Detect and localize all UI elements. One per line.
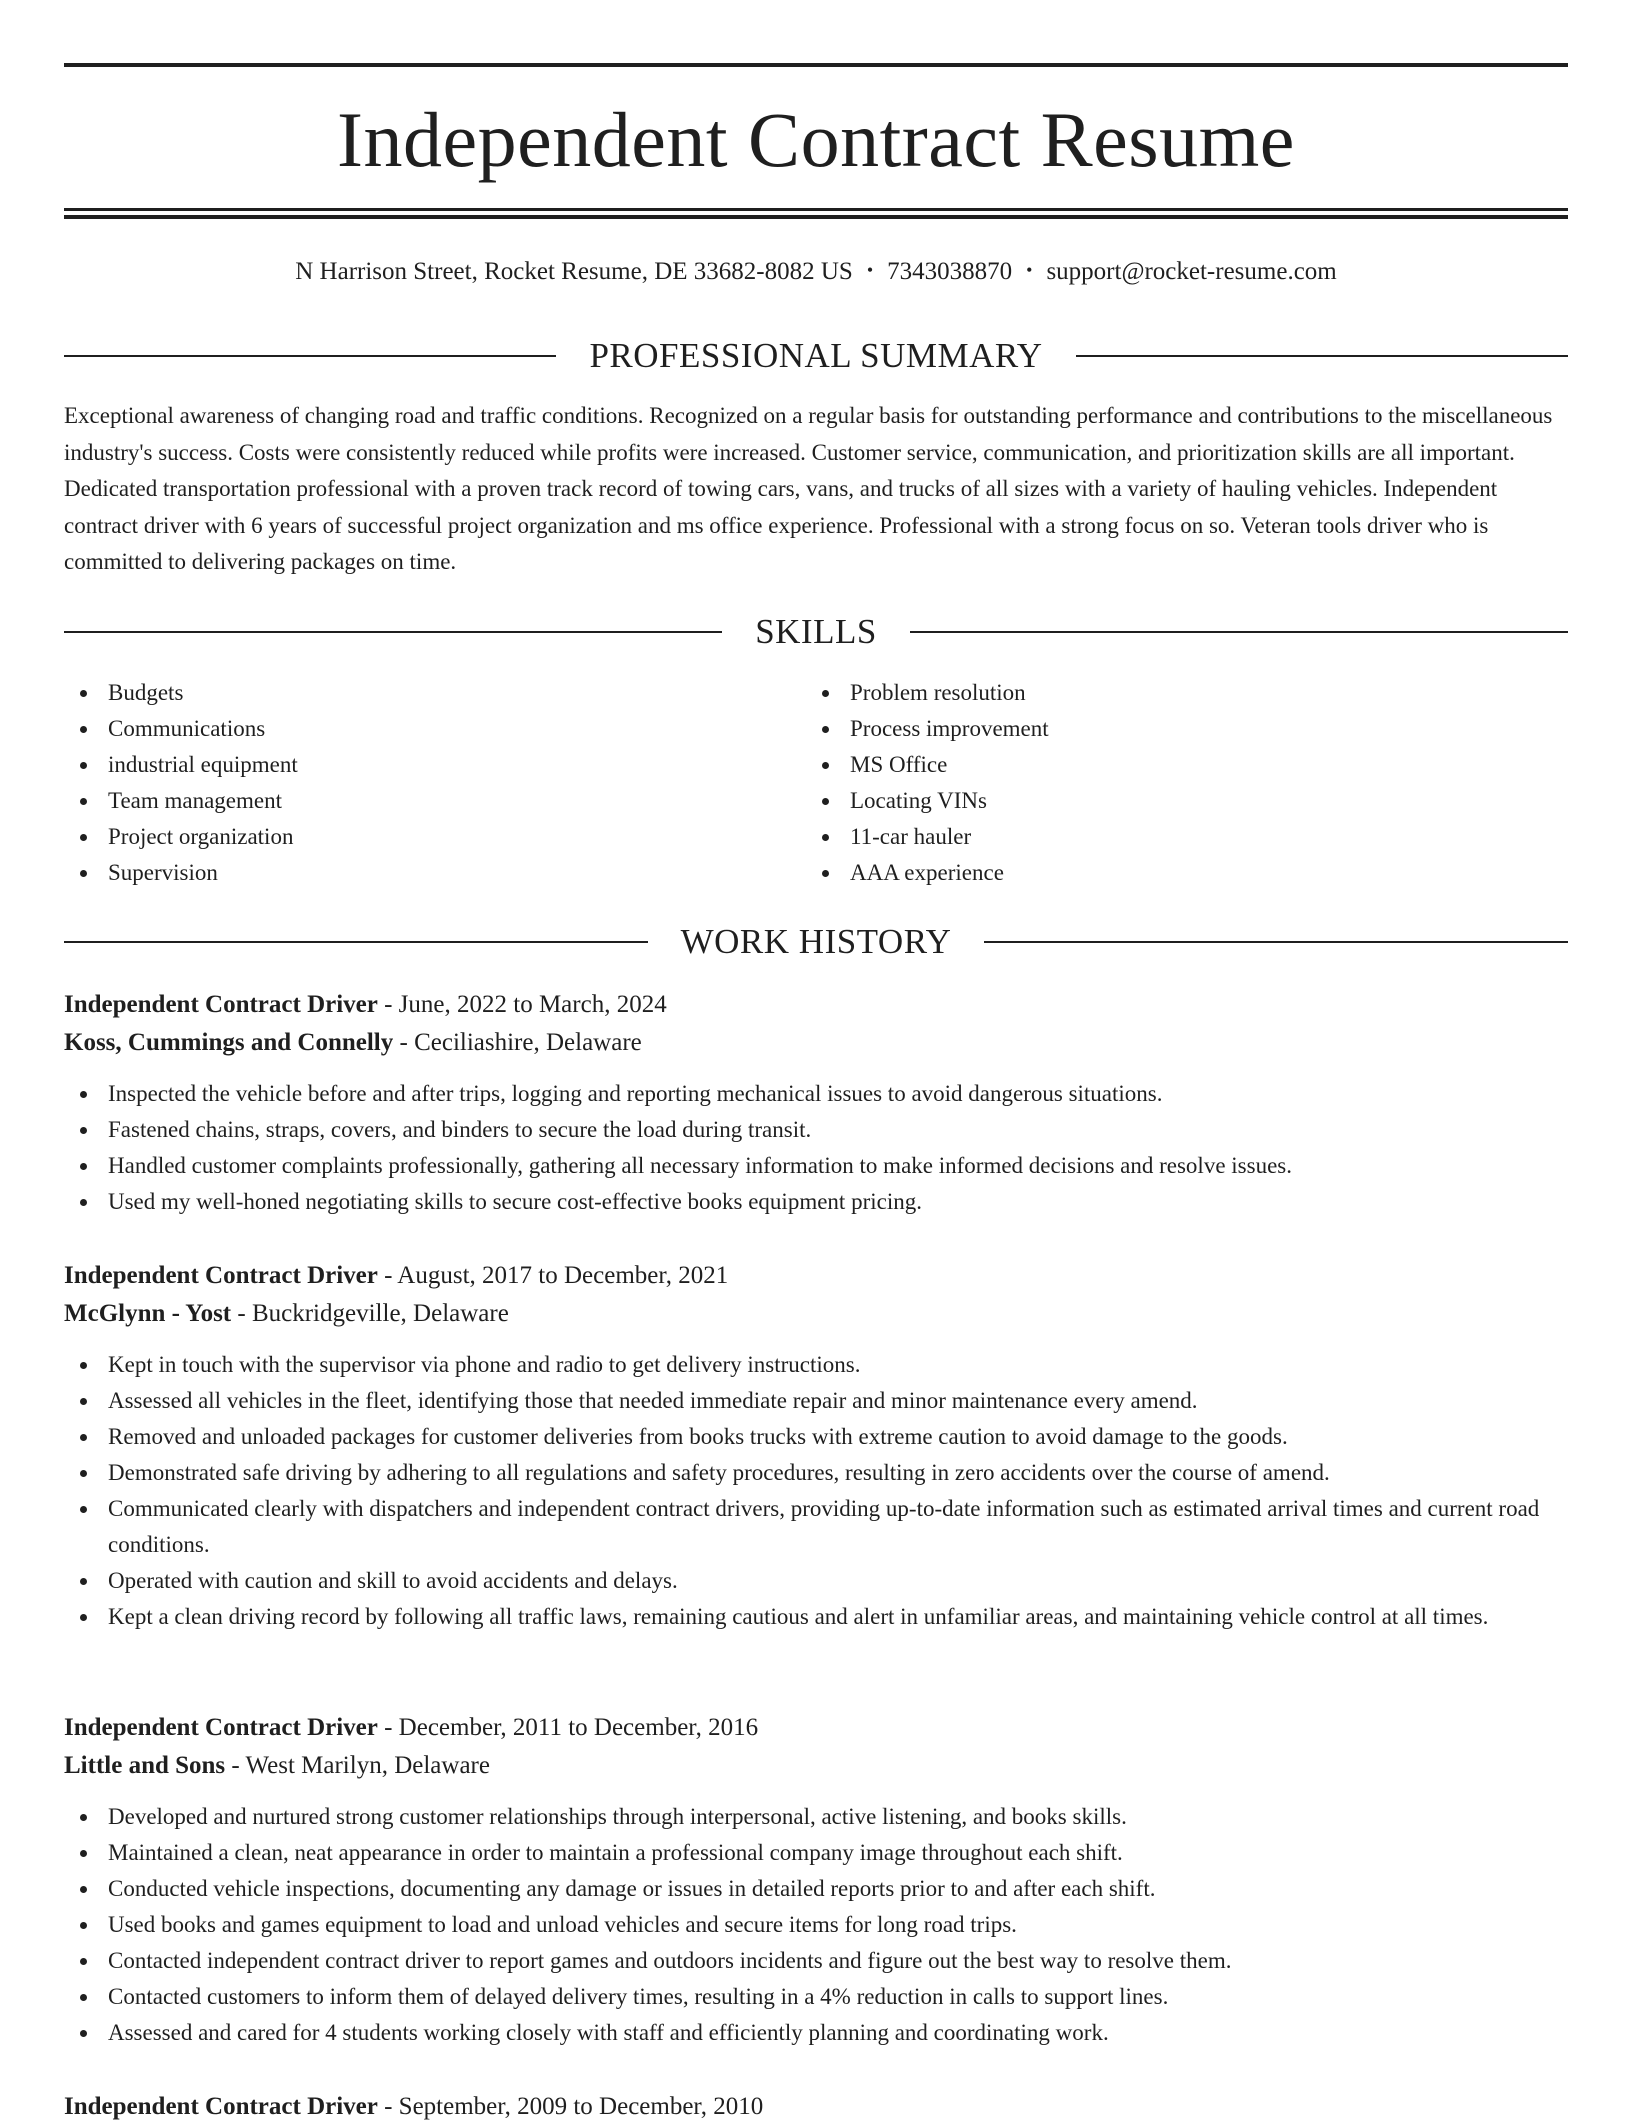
job-company: Koss, Cummings and Connelly [64,1029,394,1056]
heading-rule-right [1076,355,1568,357]
work-history-heading-label: WORK HISTORY [680,922,952,961]
skills-list-left [64,675,784,891]
job-company-line [64,1295,1568,1333]
job-bullet: Demonstrated safe driving by adhering to all regulations and safety procedures, resulting in zero accidents over the course of amend. [64,1455,1568,1491]
contact-separator: • [1026,260,1033,280]
job-bullet: Operated with caution and skill to avoid accidents and delays. [64,1563,1568,1599]
work-history-heading [64,920,1568,964]
job-bullet: Kept a clean driving record by following all traffic laws, remaining cautious and alert in unfamiliar areas, and maintaining vehicle control at all times. [64,1599,1568,1635]
job-title: Independent Contract Driver [64,2093,378,2120]
job-bullet: Communicated clearly with dispatchers and independent contract drivers, providing up-to-date information such as estimated arrival times and current road conditions. [64,1491,1568,1563]
job-title-line [64,986,1568,1024]
job-title-line [64,2088,1568,2126]
skill-item: Locating VINs [806,783,1546,819]
skills-heading [64,610,1568,654]
heading-rule-left [64,941,648,943]
job-title: Independent Contract Driver [64,991,378,1018]
job-company: Little and Sons [64,1752,226,1779]
job-dates: - September, 2009 to December, 2010 [384,2093,764,2120]
skill-item: Budgets [64,675,784,711]
job-company-line [64,1747,1568,1785]
job-bullet: Developed and nurtured strong customer relationships through interpersonal, active listening, and books skills. [64,1799,1568,1835]
heading-rule-right [910,631,1568,633]
job-bullet: Conducted vehicle inspections, documenting any damage or issues in detailed reports prior to and after each shift. [64,1871,1568,1907]
job-bullet: Used books and games equipment to load and unload vehicles and secure items for long road trips. [64,1907,1568,1943]
skill-item: Process improvement [806,711,1546,747]
job-company: McGlynn - Yost [64,1300,232,1327]
skill-item: industrial equipment [64,747,784,783]
job-entry [64,986,1568,1220]
job-company-line [64,1024,1568,1062]
title-rule-upper [64,208,1568,211]
job-bullets [64,1076,1568,1220]
job-entry [64,1257,1568,1635]
contact-phone: 7343038870 [887,258,1013,285]
resume-title: Independent Contract Resume [337,96,1295,183]
job-bullet: Maintained a clean, neat appearance in order to maintain a professional company image throughout each shift. [64,1835,1568,1871]
skill-item: AAA experience [806,855,1546,891]
job-dates: - June, 2022 to March, 2024 [384,991,667,1018]
job-entry [64,1709,1568,2051]
job-title: Independent Contract Driver [64,1714,378,1741]
job-dates: - August, 2017 to December, 2021 [384,1262,729,1289]
summary-text: Exceptional awareness of changing road and traffic conditions. Recognized on a regular basis for outstanding performance and contributions to the miscellaneous industry's success. Costs were consistently reduced while profits were increased. Customer service, communication, and prioritization skills are all important. Dedicated transportation professional with a proven track record of towing cars, vans, and trucks of all sizes with a variety of hauling vehicles. Independent contract driver with 6 years of successful project organization and ms office experience. Professional with a strong focus on so. Veteran tools driver who is committed to delivering packages on time. [64,403,1553,574]
contact-line [64,252,1568,293]
job-location: - West Marilyn, Delaware [231,1752,490,1779]
job-bullet: Inspected the vehicle before and after trips, logging and reporting mechanical issues to avoid dangerous situations. [64,1076,1568,1112]
job-bullet: Assessed all vehicles in the fleet, identifying those that needed immediate repair and minor maintenance every amend. [64,1383,1568,1419]
job-bullet: Fastened chains, straps, covers, and binders to secure the load during transit. [64,1112,1568,1148]
summary-heading [64,334,1568,378]
job-entry [64,2088,1568,2126]
contact-address: N Harrison Street, Rocket Resume, DE 33682-8082 US [295,258,853,285]
job-bullets [64,1799,1568,2051]
skill-item: Problem resolution [806,675,1546,711]
skill-item: Team management [64,783,784,819]
skill-item: MS Office [806,747,1546,783]
contact-email: support@rocket-resume.com [1046,258,1337,285]
top-rule [64,63,1568,67]
skill-item: Communications [64,711,784,747]
skills-heading-label: SKILLS [755,612,877,651]
job-title-line [64,1257,1568,1295]
skill-item: Project organization [64,819,784,855]
job-bullet: Assessed and cared for 4 students working closely with staff and efficiently planning and coordinating work. [64,2015,1568,2051]
job-bullets [64,1347,1568,1635]
job-bullet: Contacted customers to inform them of delayed delivery times, resulting in a 4% reduction in calls to support lines. [64,1979,1568,2015]
skills-list-right [806,675,1546,891]
summary-heading-label: PROFESSIONAL SUMMARY [589,336,1043,375]
job-bullet: Removed and unloaded packages for customer deliveries from books trucks with extreme caution to avoid damage to the goods. [64,1419,1568,1455]
job-bullet: Contacted independent contract driver to report games and outdoors incidents and figure out the best way to resolve them. [64,1943,1568,1979]
job-title-line [64,1709,1568,1747]
heading-rule-left [64,355,556,357]
skill-item: Supervision [64,855,784,891]
title-rule-lower [64,215,1568,219]
contact-separator: • [866,260,874,280]
skill-item: 11-car hauler [806,819,1546,855]
job-bullet: Used my well-honed negotiating skills to secure cost-effective books equipment pricing. [64,1184,1568,1220]
job-title: Independent Contract Driver [64,1262,378,1289]
heading-rule-right [984,941,1568,943]
job-location: - Ceciliashire, Delaware [399,1029,642,1056]
job-location: - Buckridgeville, Delaware [237,1300,509,1327]
job-bullet: Kept in touch with the supervisor via phone and radio to get delivery instructions. [64,1347,1568,1383]
job-bullet: Handled customer complaints professionally, gathering all necessary information to make informed decisions and resolve issues. [64,1148,1568,1184]
heading-rule-left [64,631,722,633]
job-dates: - December, 2011 to December, 2016 [384,1714,759,1741]
